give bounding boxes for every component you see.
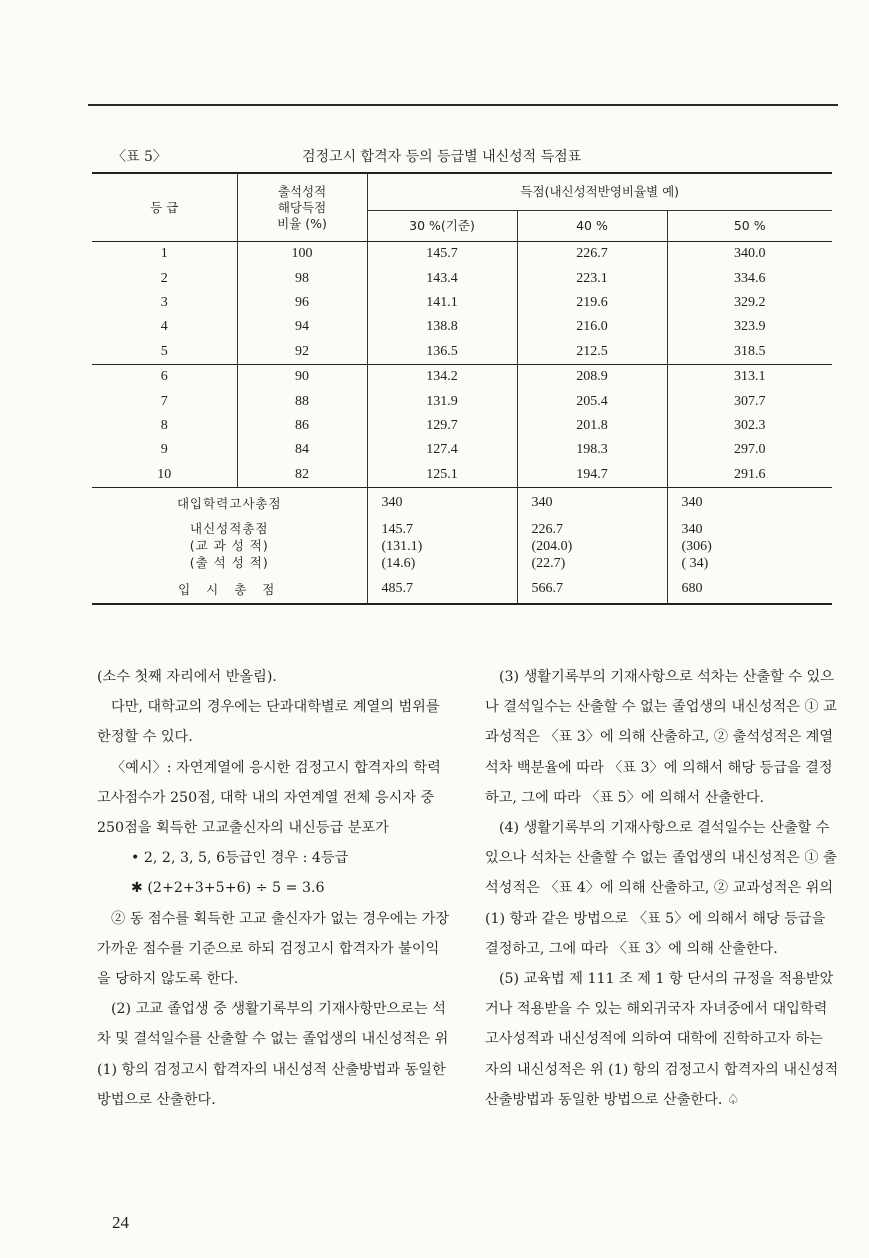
table-cell: 212.5	[517, 340, 667, 365]
table-cell: 3	[160, 294, 168, 310]
table-cell: 216.0	[517, 315, 667, 339]
table-cell: 219.6	[517, 291, 667, 315]
table-cell: 90	[237, 364, 367, 389]
header-ratio-30: 30 %(기준)	[367, 211, 517, 242]
top-rule	[88, 104, 838, 106]
bullet-item: • 2, 2, 3, 5, 6등급인 경우 : 4등급	[131, 850, 349, 867]
formula-line: ✱ (2+2+3+5+6) ÷ 5 = 3.6	[131, 880, 325, 897]
table-cell: 4	[160, 319, 168, 335]
header-grade: 등 급	[92, 173, 237, 242]
table-cell: 205.4	[517, 389, 667, 413]
table-cell: 84	[237, 438, 367, 462]
table-cell: 100	[237, 242, 367, 267]
table-cell: 302.3	[667, 414, 832, 438]
table-cell: 136.5	[367, 340, 517, 365]
paragraph: 〈예시〉: 자연계열에 응시한 검정고시 합격자의 학력고사점수가 250점, 대학 내의 자연계열 전체 응시자 중 250점을 획득한 고교출신자의 내신등급 분포가	[97, 759, 441, 837]
paragraph: (소수 첫째 자리에서 반올림).	[97, 669, 277, 685]
grade-score-table	[92, 172, 832, 605]
table-cell: 223.1	[517, 266, 667, 290]
table-row	[92, 463, 832, 488]
table-cell: 129.7	[367, 414, 517, 438]
header-ratio-40: 40 %	[517, 211, 667, 242]
table-row	[92, 340, 832, 365]
summary-label-attendance: (출 석 성 적)	[189, 554, 269, 570]
table-cell: 94	[237, 315, 367, 339]
table-cell: 194.7	[517, 463, 667, 488]
table-cell: 307.7	[667, 389, 832, 413]
table-row	[92, 389, 832, 413]
table-row	[92, 266, 832, 290]
header-attendance-ratio: 출석성적 해당득점 비율 (%)	[237, 173, 367, 242]
table-cell: 131.9	[367, 389, 517, 413]
table-cell: 86	[237, 414, 367, 438]
right-text-column	[485, 662, 839, 1115]
table-cell: 82	[237, 463, 367, 488]
table-row	[92, 364, 832, 389]
page-number: 24	[112, 1213, 129, 1232]
table-row	[92, 414, 832, 438]
table-cell: 340.0	[667, 242, 832, 267]
table-cell: 10	[92, 463, 237, 488]
table-cell: 297.0	[667, 438, 832, 462]
summary-row-transcript: 내신성적총점 (교 과 성 적) (출 석 성 적) 145.7 (131.1) (14.6) 226.7 (204.0) (22.7) 340 (306) ( 34)	[92, 518, 832, 575]
table-caption	[112, 146, 832, 168]
table-cell: 226.7	[517, 242, 667, 267]
table-title: 검정고시 합격자 등의 등급별 내신성적 득점표	[302, 149, 582, 165]
table-cell: 313.1	[667, 364, 832, 389]
table-cell: 198.3	[517, 438, 667, 462]
table-cell: 208.9	[517, 364, 667, 389]
table-cell: 134.2	[367, 364, 517, 389]
table-cell: 7	[160, 393, 168, 409]
table-row	[92, 242, 832, 267]
summary-row-entrance: 대입학력고사총점 340 340 340	[92, 487, 832, 518]
table-cell: 143.4	[367, 266, 517, 290]
table-cell: 88	[237, 389, 367, 413]
table-cell: 138.8	[367, 315, 517, 339]
summary-row-admission: 입 시 총 점 485.7 566.7 680	[92, 575, 832, 604]
header-score-group: 득점(내신성적반영비율별 예)	[367, 173, 832, 211]
table-row	[92, 291, 832, 315]
table-cell: 1	[160, 246, 168, 262]
table-row	[92, 438, 832, 462]
table-cell: 6	[160, 369, 168, 385]
table-cell: 329.2	[667, 291, 832, 315]
table-cell: 92	[237, 340, 367, 365]
table-cell: 323.9	[667, 315, 832, 339]
table-label: 〈표 5〉	[112, 149, 167, 165]
paragraph: (4) 생활기록부의 기재사항으로 결석일수는 산출할 수 있으나 석차는 산출할 수 없는 졸업생의 내신성적은 ① 출석성적은 〈표 4〉에 의해 산출하고, ② 교과성적은 위의 (1) 항과 같은 방법으로 〈표 5〉에 의해서 해당 등급을 결정하고, 그에 따라 〈표 3〉에 의해 산출한다.	[485, 820, 837, 957]
paragraph: (3) 생활기록부의 기재사항으로 석차는 산출할 수 있으나 결석일수는 산출할 수 없는 졸업생의 내신성적은 ① 교과성적은 〈표 3〉에 의해 산출하고, ② 출석성적은 계열석차 백분율에 따라 〈표 3〉에 의해서 해당 등급을 결정하고, 그에 따라 〈표 5〉에 의해서 산출한다.	[485, 669, 837, 806]
table-cell: 201.8	[517, 414, 667, 438]
table-cell: 291.6	[667, 463, 832, 488]
table-cell: 145.7	[367, 242, 517, 267]
summary-label-subject: (교 과 성 적)	[189, 537, 269, 553]
table-cell: 334.6	[667, 266, 832, 290]
summary-label-transcript: 내신성적총점	[190, 520, 269, 536]
paragraph: (2) 고교 졸업생 중 생활기록부의 기재사항만으로는 석차 및 결석일수를 산출할 수 없는 졸업생의 내신성적은 위 (1) 항의 검정고시 합격자의 내신성적 산출방법과 동일한 방법으로 산출한다.	[97, 1001, 449, 1108]
header-ratio-50: 50 %	[667, 211, 832, 242]
left-text-column	[97, 662, 451, 1115]
table-cell: 125.1	[367, 463, 517, 488]
table-cell: 9	[160, 442, 168, 458]
table-cell: 2	[160, 270, 168, 286]
table-cell: 5	[92, 340, 237, 365]
paragraph: 다만, 대학교의 경우에는 단과대학별로 계열의 범위를 한정할 수 있다.	[97, 699, 440, 746]
table-cell: 318.5	[667, 340, 832, 365]
table-cell: 141.1	[367, 291, 517, 315]
table-cell: 96	[237, 291, 367, 315]
table-cell: 127.4	[367, 438, 517, 462]
table-cell: 8	[160, 417, 168, 433]
table-row	[92, 315, 832, 339]
table-cell: 98	[237, 266, 367, 290]
paragraph: (5) 교육법 제 111 조 제 1 항 단서의 규정을 적용받았거나 적용받을 수 있는 해외귀국자 자녀중에서 대입학력고사성적과 내신성적에 의하여 대학에 진학하고자 하는 자의 내신성적은 위 (1) 항의 검정고시 합격자의 내신성적 산출방법과 동일한 방법으로 산출한다. ♤	[485, 971, 839, 1108]
paragraph: ② 동 점수를 획득한 고교 출신자가 없는 경우에는 가장 가까운 점수를 기준으로 하되 검정고시 합격자가 불이익을 당하지 않도록 한다.	[97, 910, 450, 988]
